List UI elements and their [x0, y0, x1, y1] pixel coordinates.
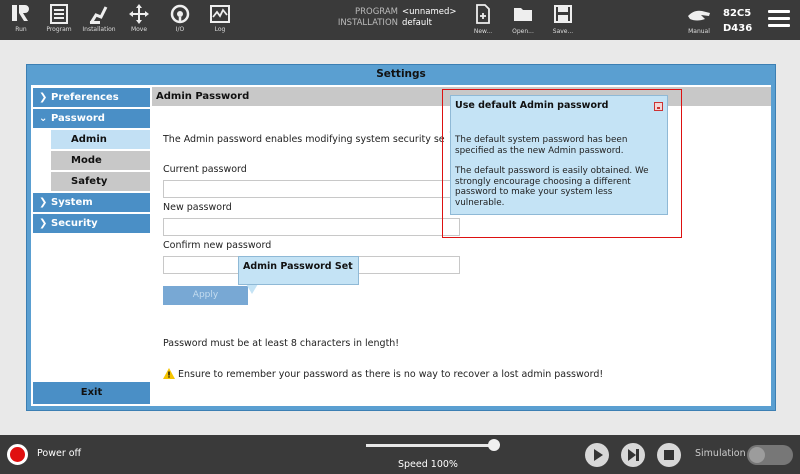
chevron-right-icon: ❯	[39, 218, 48, 229]
power-button[interactable]	[7, 444, 28, 465]
installation-icon	[88, 3, 110, 25]
sidebar-item-label: System	[51, 197, 93, 208]
play-icon	[585, 443, 609, 467]
new-file-icon	[474, 4, 492, 24]
sidebar-item-system[interactable]	[33, 193, 150, 212]
tooltip-title: Admin Password Set	[243, 261, 353, 272]
ur-logo-icon	[10, 3, 32, 25]
run-button[interactable]	[4, 3, 38, 39]
exit-button[interactable]: Exit	[33, 382, 150, 404]
settings-sidebar	[33, 88, 150, 404]
sidebar-item-admin[interactable]: Admin	[51, 130, 150, 149]
new-password-label: New password	[163, 202, 232, 213]
serial-line-2: D436	[723, 23, 753, 34]
warning-text: Ensure to remember your password as there is no way to recover a lost admin password!	[178, 369, 604, 380]
io-label: I/O	[175, 26, 185, 33]
tooltip-paragraph-1: The default system password has been specified as the new Admin password.	[455, 135, 628, 156]
hamburger-menu-icon[interactable]	[768, 10, 790, 28]
robot-serial	[723, 6, 752, 36]
current-password-label: Current password	[163, 164, 247, 175]
default-password-tooltip	[450, 95, 668, 215]
program-label: Program	[46, 26, 72, 33]
sidebar-item-password[interactable]	[33, 109, 150, 128]
program-icon	[48, 3, 70, 25]
installation-label: Installation	[82, 26, 116, 33]
play-button[interactable]	[585, 443, 609, 467]
settings-title: Settings	[376, 68, 426, 80]
simulation-toggle[interactable]	[747, 445, 793, 465]
tooltip-title: Use default Admin password	[455, 100, 609, 111]
chevron-down-icon: ⌄	[39, 113, 48, 124]
move-label: Move	[130, 26, 148, 33]
stop-icon	[657, 443, 681, 467]
new-label: New...	[473, 28, 493, 35]
bottom-bar	[0, 435, 800, 474]
open-button[interactable]	[503, 4, 543, 35]
run-label: Run	[15, 26, 27, 33]
chevron-right-icon: ❯	[39, 197, 48, 208]
close-icon[interactable]	[654, 102, 663, 111]
tooltip-body	[455, 135, 663, 208]
installation-button[interactable]	[82, 3, 116, 39]
speed-label: Speed 100%	[398, 459, 458, 470]
confirm-password-label: Confirm new password	[163, 240, 272, 251]
log-button[interactable]	[203, 3, 237, 39]
description-text: The Admin password enables modifying system security se	[163, 134, 445, 145]
simulation-label: Simulation	[695, 448, 746, 459]
sidebar-item-preferences[interactable]	[33, 88, 150, 107]
sidebar-item-security[interactable]	[33, 214, 150, 233]
current-password-field[interactable]	[163, 180, 460, 198]
new-password-field[interactable]	[163, 218, 460, 236]
speed-slider[interactable]	[366, 444, 497, 447]
step-icon	[621, 443, 645, 467]
folder-icon	[513, 4, 533, 24]
tooltip-paragraph-2: The default password is easily obtained. We strongly encourage choosing a different password to make your system less vulnerable.	[455, 166, 649, 208]
apply-button[interactable]: Apply	[163, 286, 248, 305]
io-icon	[169, 3, 191, 25]
save-icon	[553, 4, 573, 24]
move-button[interactable]	[122, 3, 156, 39]
stop-button[interactable]	[657, 443, 681, 467]
step-button[interactable]	[621, 443, 645, 467]
io-button[interactable]	[163, 3, 197, 39]
open-label: Open...	[512, 28, 534, 35]
sidebar-item-label: Preferences	[51, 92, 119, 103]
serial-line-1: 82C5	[723, 8, 752, 19]
sidebar-item-safety[interactable]: Safety	[51, 172, 150, 191]
warning-icon	[163, 368, 175, 379]
log-icon	[209, 3, 231, 25]
installation-value: default	[402, 18, 432, 28]
password-set-tooltip	[238, 256, 359, 285]
power-label: Power off	[37, 448, 82, 459]
sidebar-item-label: Password	[51, 113, 105, 124]
save-label: Save...	[552, 28, 574, 35]
log-label: Log	[214, 26, 226, 33]
program-value: <unnamed>	[402, 7, 457, 17]
program-key: PROGRAM	[354, 7, 398, 17]
speed-slider-handle[interactable]	[488, 439, 500, 451]
section-title: Admin Password	[152, 87, 771, 106]
password-rule-text: Password must be at least 8 characters in length!	[163, 338, 400, 349]
speed-slider-fill	[366, 444, 497, 447]
installation-key: INSTALLATION	[337, 18, 398, 28]
hand-icon	[686, 4, 712, 24]
program-info	[330, 7, 457, 29]
sidebar-item-label: Security	[51, 218, 98, 229]
program-button[interactable]	[42, 3, 76, 39]
top-bar	[0, 0, 800, 40]
sidebar-item-mode[interactable]: Mode	[51, 151, 150, 170]
warning-message	[163, 368, 603, 380]
move-icon	[128, 3, 150, 25]
new-button[interactable]	[463, 4, 503, 35]
tooltip-tail	[246, 284, 258, 294]
mode-label: Manual	[688, 28, 710, 35]
save-button[interactable]	[543, 4, 583, 35]
chevron-right-icon: ❯	[39, 92, 48, 103]
toggle-knob	[749, 447, 765, 463]
mode-indicator[interactable]	[677, 4, 721, 35]
